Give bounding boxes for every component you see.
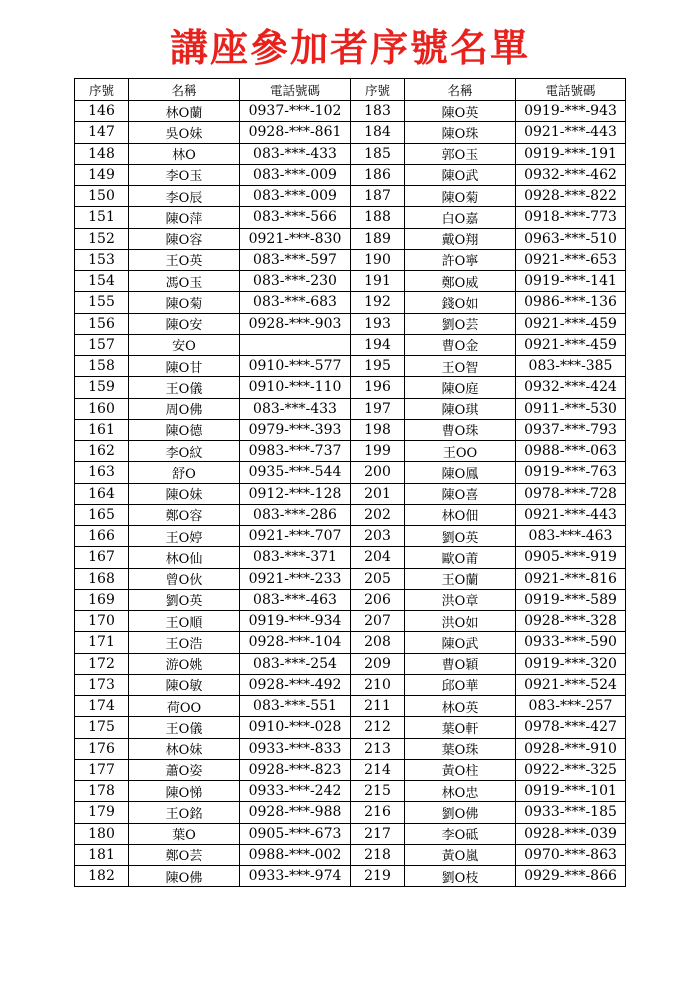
table-row xyxy=(75,164,626,185)
serial-cell: 198 xyxy=(351,419,405,440)
serial-cell: 183 xyxy=(351,101,405,122)
table-row xyxy=(75,122,626,143)
name-cell: 洪O如 xyxy=(405,611,516,632)
phone-cell: 0978-***-728 xyxy=(516,483,626,504)
table-row xyxy=(75,356,626,377)
phone-cell: 083-***-371 xyxy=(240,547,351,568)
table-row xyxy=(75,249,626,270)
table-row xyxy=(75,759,626,780)
serial-cell: 157 xyxy=(75,334,129,355)
name-cell: 歐O莆 xyxy=(405,547,516,568)
serial-cell: 217 xyxy=(351,823,405,844)
table-row xyxy=(75,823,626,844)
phone-cell: 0922-***-325 xyxy=(516,759,626,780)
table-row xyxy=(75,526,626,547)
phone-cell: 083-***-597 xyxy=(240,249,351,270)
table-header-row xyxy=(75,79,626,101)
serial-cell: 165 xyxy=(75,504,129,525)
table-row xyxy=(75,228,626,249)
serial-cell: 181 xyxy=(75,844,129,865)
serial-cell: 155 xyxy=(75,292,129,313)
phone-cell: 0979-***-393 xyxy=(240,419,351,440)
table-row xyxy=(75,611,626,632)
serial-cell: 151 xyxy=(75,207,129,228)
phone-cell: 0928-***-861 xyxy=(240,122,351,143)
table-row xyxy=(75,738,626,759)
serial-cell: 179 xyxy=(75,802,129,823)
table-row xyxy=(75,866,626,887)
serial-cell: 190 xyxy=(351,249,405,270)
phone-cell xyxy=(240,334,351,355)
serial-cell: 184 xyxy=(351,122,405,143)
header-phone: 電話號碼 xyxy=(516,79,626,101)
serial-cell: 215 xyxy=(351,781,405,802)
name-cell: 王O順 xyxy=(129,611,240,632)
serial-cell: 172 xyxy=(75,653,129,674)
name-cell: 劉O英 xyxy=(405,526,516,547)
name-cell: 曹O穎 xyxy=(405,653,516,674)
phone-cell: 083-***-385 xyxy=(516,356,626,377)
serial-cell: 154 xyxy=(75,271,129,292)
table-row xyxy=(75,292,626,313)
serial-cell: 211 xyxy=(351,696,405,717)
table-row xyxy=(75,844,626,865)
serial-cell: 156 xyxy=(75,313,129,334)
name-cell: 舒O xyxy=(129,462,240,483)
name-cell: 林O仙 xyxy=(129,547,240,568)
table-row xyxy=(75,802,626,823)
phone-cell: 0919-***-763 xyxy=(516,462,626,483)
phone-cell: 0919-***-934 xyxy=(240,611,351,632)
serial-cell: 147 xyxy=(75,122,129,143)
table-row xyxy=(75,547,626,568)
name-cell: 白O嘉 xyxy=(405,207,516,228)
phone-cell: 0910-***-577 xyxy=(240,356,351,377)
name-cell: 林O xyxy=(129,143,240,164)
serial-cell: 162 xyxy=(75,441,129,462)
serial-cell: 177 xyxy=(75,759,129,780)
name-cell: 陳O武 xyxy=(405,164,516,185)
serial-cell: 193 xyxy=(351,313,405,334)
name-cell: 葉O軒 xyxy=(405,717,516,738)
name-cell: 劉O芸 xyxy=(405,313,516,334)
serial-cell: 192 xyxy=(351,292,405,313)
serial-cell: 152 xyxy=(75,228,129,249)
name-cell: 陳O甘 xyxy=(129,356,240,377)
phone-cell: 083-***-551 xyxy=(240,696,351,717)
phone-cell: 0928-***-104 xyxy=(240,632,351,653)
name-cell: 曹O金 xyxy=(405,334,516,355)
phone-cell: 0905-***-919 xyxy=(516,547,626,568)
name-cell: 荷OO xyxy=(129,696,240,717)
phone-cell: 0935-***-544 xyxy=(240,462,351,483)
phone-cell: 0921-***-233 xyxy=(240,568,351,589)
name-cell: 陳O佛 xyxy=(129,866,240,887)
name-cell: 許O寧 xyxy=(405,249,516,270)
table-row xyxy=(75,781,626,802)
name-cell: 陳O德 xyxy=(129,419,240,440)
table-row xyxy=(75,632,626,653)
name-cell: 林O英 xyxy=(405,696,516,717)
name-cell: 王OO xyxy=(405,441,516,462)
table-row xyxy=(75,313,626,334)
name-cell: 陳O安 xyxy=(129,313,240,334)
name-cell: 陳O英 xyxy=(405,101,516,122)
name-cell: 李O辰 xyxy=(129,186,240,207)
table-row xyxy=(75,483,626,504)
table-row xyxy=(75,101,626,122)
serial-cell: 175 xyxy=(75,717,129,738)
phone-cell: 0928-***-903 xyxy=(240,313,351,334)
serial-cell: 169 xyxy=(75,589,129,610)
table-row xyxy=(75,674,626,695)
phone-cell: 083-***-683 xyxy=(240,292,351,313)
phone-cell: 0928-***-988 xyxy=(240,802,351,823)
phone-cell: 0911-***-530 xyxy=(516,398,626,419)
name-cell: 陳O萍 xyxy=(129,207,240,228)
phone-cell: 0910-***-110 xyxy=(240,377,351,398)
phone-cell: 0928-***-822 xyxy=(516,186,626,207)
name-cell: 王O儀 xyxy=(129,717,240,738)
phone-cell: 083-***-433 xyxy=(240,143,351,164)
name-cell: 戴O翔 xyxy=(405,228,516,249)
name-cell: 安O xyxy=(129,334,240,355)
phone-cell: 0929-***-866 xyxy=(516,866,626,887)
phone-cell: 0933-***-833 xyxy=(240,738,351,759)
name-cell: 陳O敏 xyxy=(129,674,240,695)
serial-cell: 186 xyxy=(351,164,405,185)
phone-cell: 0928-***-823 xyxy=(240,759,351,780)
phone-cell: 0928-***-910 xyxy=(516,738,626,759)
header-name: 名稱 xyxy=(405,79,516,101)
serial-cell: 201 xyxy=(351,483,405,504)
serial-cell: 187 xyxy=(351,186,405,207)
name-cell: 吳O妹 xyxy=(129,122,240,143)
name-cell: 王O智 xyxy=(405,356,516,377)
name-cell: 王O銘 xyxy=(129,802,240,823)
phone-cell: 0933-***-185 xyxy=(516,802,626,823)
phone-cell: 0978-***-427 xyxy=(516,717,626,738)
phone-cell: 083-***-566 xyxy=(240,207,351,228)
name-cell: 林O忠 xyxy=(405,781,516,802)
serial-cell: 219 xyxy=(351,866,405,887)
name-cell: 曹O珠 xyxy=(405,419,516,440)
serial-cell: 158 xyxy=(75,356,129,377)
phone-cell: 0970-***-863 xyxy=(516,844,626,865)
phone-cell: 0933-***-242 xyxy=(240,781,351,802)
phone-cell: 0919-***-141 xyxy=(516,271,626,292)
phone-cell: 0921-***-653 xyxy=(516,249,626,270)
serial-cell: 202 xyxy=(351,504,405,525)
serial-cell: 153 xyxy=(75,249,129,270)
name-cell: 李O砥 xyxy=(405,823,516,844)
name-cell: 陳O武 xyxy=(405,632,516,653)
serial-cell: 205 xyxy=(351,568,405,589)
serial-cell: 208 xyxy=(351,632,405,653)
serial-cell: 148 xyxy=(75,143,129,164)
serial-cell: 160 xyxy=(75,398,129,419)
serial-cell: 170 xyxy=(75,611,129,632)
name-cell: 邱O華 xyxy=(405,674,516,695)
table-row xyxy=(75,589,626,610)
name-cell: 林O佃 xyxy=(405,504,516,525)
serial-cell: 174 xyxy=(75,696,129,717)
name-cell: 劉O佛 xyxy=(405,802,516,823)
serial-cell: 197 xyxy=(351,398,405,419)
name-cell: 葉O xyxy=(129,823,240,844)
name-cell: 鄭O芸 xyxy=(129,844,240,865)
serial-cell: 166 xyxy=(75,526,129,547)
serial-cell: 218 xyxy=(351,844,405,865)
serial-cell: 146 xyxy=(75,101,129,122)
name-cell: 陳O菊 xyxy=(405,186,516,207)
phone-cell: 0921-***-459 xyxy=(516,334,626,355)
name-cell: 黃O嵐 xyxy=(405,844,516,865)
serial-cell: 199 xyxy=(351,441,405,462)
phone-cell: 0912-***-128 xyxy=(240,483,351,504)
serial-cell: 180 xyxy=(75,823,129,844)
phone-cell: 083-***-463 xyxy=(240,589,351,610)
name-cell: 李O玉 xyxy=(129,164,240,185)
serial-cell: 203 xyxy=(351,526,405,547)
phone-cell: 083-***-009 xyxy=(240,186,351,207)
name-cell: 周O佛 xyxy=(129,398,240,419)
serial-cell: 210 xyxy=(351,674,405,695)
name-cell: 陳O庭 xyxy=(405,377,516,398)
table-row xyxy=(75,568,626,589)
table-row xyxy=(75,207,626,228)
name-cell: 陳O琪 xyxy=(405,398,516,419)
phone-cell: 083-***-286 xyxy=(240,504,351,525)
name-cell: 錢O如 xyxy=(405,292,516,313)
serial-cell: 182 xyxy=(75,866,129,887)
phone-cell: 0932-***-424 xyxy=(516,377,626,398)
phone-cell: 0986-***-136 xyxy=(516,292,626,313)
phone-cell: 0937-***-102 xyxy=(240,101,351,122)
name-cell: 洪O章 xyxy=(405,589,516,610)
page-title: 講座參加者序號名單 xyxy=(169,26,530,70)
phone-cell: 083-***-433 xyxy=(240,398,351,419)
serial-cell: 196 xyxy=(351,377,405,398)
table-body xyxy=(75,101,626,887)
participant-table xyxy=(74,78,626,887)
name-cell: 林O妹 xyxy=(129,738,240,759)
table-row xyxy=(75,186,626,207)
serial-cell: 164 xyxy=(75,483,129,504)
phone-cell: 0918-***-773 xyxy=(516,207,626,228)
table-row xyxy=(75,334,626,355)
table-row xyxy=(75,441,626,462)
table-row xyxy=(75,419,626,440)
serial-cell: 191 xyxy=(351,271,405,292)
serial-cell: 185 xyxy=(351,143,405,164)
name-cell: 游O姚 xyxy=(129,653,240,674)
name-cell: 黃O柱 xyxy=(405,759,516,780)
serial-cell: 204 xyxy=(351,547,405,568)
table-row xyxy=(75,717,626,738)
serial-cell: 194 xyxy=(351,334,405,355)
phone-cell: 083-***-254 xyxy=(240,653,351,674)
header-serial: 序號 xyxy=(351,79,405,101)
name-cell: 馮O玉 xyxy=(129,271,240,292)
phone-cell: 0919-***-191 xyxy=(516,143,626,164)
name-cell: 曾O伙 xyxy=(129,568,240,589)
serial-cell: 161 xyxy=(75,419,129,440)
name-cell: 蕭O姿 xyxy=(129,759,240,780)
name-cell: 葉O珠 xyxy=(405,738,516,759)
phone-cell: 0928-***-492 xyxy=(240,674,351,695)
name-cell: 陳O菊 xyxy=(129,292,240,313)
header-name: 名稱 xyxy=(129,79,240,101)
phone-cell: 0921-***-830 xyxy=(240,228,351,249)
name-cell: 劉O英 xyxy=(129,589,240,610)
name-cell: 陳O喜 xyxy=(405,483,516,504)
serial-cell: 173 xyxy=(75,674,129,695)
phone-cell: 0983-***-737 xyxy=(240,441,351,462)
table-row xyxy=(75,143,626,164)
phone-cell: 0919-***-589 xyxy=(516,589,626,610)
serial-cell: 149 xyxy=(75,164,129,185)
name-cell: 劉O枝 xyxy=(405,866,516,887)
name-cell: 王O英 xyxy=(129,249,240,270)
table-row xyxy=(75,271,626,292)
serial-cell: 171 xyxy=(75,632,129,653)
table-row xyxy=(75,653,626,674)
serial-cell: 200 xyxy=(351,462,405,483)
serial-cell: 163 xyxy=(75,462,129,483)
phone-cell: 0919-***-320 xyxy=(516,653,626,674)
name-cell: 陳O悌 xyxy=(129,781,240,802)
table-row xyxy=(75,398,626,419)
table-row xyxy=(75,377,626,398)
phone-cell: 0921-***-443 xyxy=(516,122,626,143)
name-cell: 陳O珠 xyxy=(405,122,516,143)
name-cell: 王O婷 xyxy=(129,526,240,547)
phone-cell: 0933-***-590 xyxy=(516,632,626,653)
phone-cell: 0919-***-943 xyxy=(516,101,626,122)
phone-cell: 0937-***-793 xyxy=(516,419,626,440)
phone-cell: 0921-***-707 xyxy=(240,526,351,547)
serial-cell: 176 xyxy=(75,738,129,759)
name-cell: 王O蘭 xyxy=(405,568,516,589)
phone-cell: 083-***-230 xyxy=(240,271,351,292)
serial-cell: 178 xyxy=(75,781,129,802)
table-row xyxy=(75,462,626,483)
phone-cell: 0963-***-510 xyxy=(516,228,626,249)
serial-cell: 159 xyxy=(75,377,129,398)
phone-cell: 0928-***-328 xyxy=(516,611,626,632)
name-cell: 林O蘭 xyxy=(129,101,240,122)
phone-cell: 0921-***-524 xyxy=(516,674,626,695)
header-serial: 序號 xyxy=(75,79,129,101)
phone-cell: 083-***-257 xyxy=(516,696,626,717)
table-row xyxy=(75,696,626,717)
name-cell: 李O紋 xyxy=(129,441,240,462)
name-cell: 鄭O威 xyxy=(405,271,516,292)
serial-cell: 150 xyxy=(75,186,129,207)
serial-cell: 167 xyxy=(75,547,129,568)
phone-cell: 0921-***-459 xyxy=(516,313,626,334)
serial-cell: 195 xyxy=(351,356,405,377)
phone-cell: 0910-***-028 xyxy=(240,717,351,738)
phone-cell: 0988-***-063 xyxy=(516,441,626,462)
serial-cell: 189 xyxy=(351,228,405,249)
table-row xyxy=(75,504,626,525)
phone-cell: 0905-***-673 xyxy=(240,823,351,844)
serial-cell: 206 xyxy=(351,589,405,610)
serial-cell: 207 xyxy=(351,611,405,632)
serial-cell: 216 xyxy=(351,802,405,823)
serial-cell: 209 xyxy=(351,653,405,674)
phone-cell: 083-***-009 xyxy=(240,164,351,185)
serial-cell: 213 xyxy=(351,738,405,759)
name-cell: 王O浩 xyxy=(129,632,240,653)
serial-cell: 212 xyxy=(351,717,405,738)
phone-cell: 0933-***-974 xyxy=(240,866,351,887)
name-cell: 郭O玉 xyxy=(405,143,516,164)
phone-cell: 0919-***-101 xyxy=(516,781,626,802)
name-cell: 鄭O容 xyxy=(129,504,240,525)
serial-cell: 214 xyxy=(351,759,405,780)
name-cell: 陳O容 xyxy=(129,228,240,249)
phone-cell: 0921-***-816 xyxy=(516,568,626,589)
header-phone: 電話號碼 xyxy=(240,79,351,101)
name-cell: 王O儀 xyxy=(129,377,240,398)
serial-cell: 168 xyxy=(75,568,129,589)
name-cell: 陳O妹 xyxy=(129,483,240,504)
phone-cell: 083-***-463 xyxy=(516,526,626,547)
phone-cell: 0988-***-002 xyxy=(240,844,351,865)
serial-cell: 188 xyxy=(351,207,405,228)
phone-cell: 0921-***-443 xyxy=(516,504,626,525)
name-cell: 陳O鳳 xyxy=(405,462,516,483)
phone-cell: 0932-***-462 xyxy=(516,164,626,185)
phone-cell: 0928-***-039 xyxy=(516,823,626,844)
